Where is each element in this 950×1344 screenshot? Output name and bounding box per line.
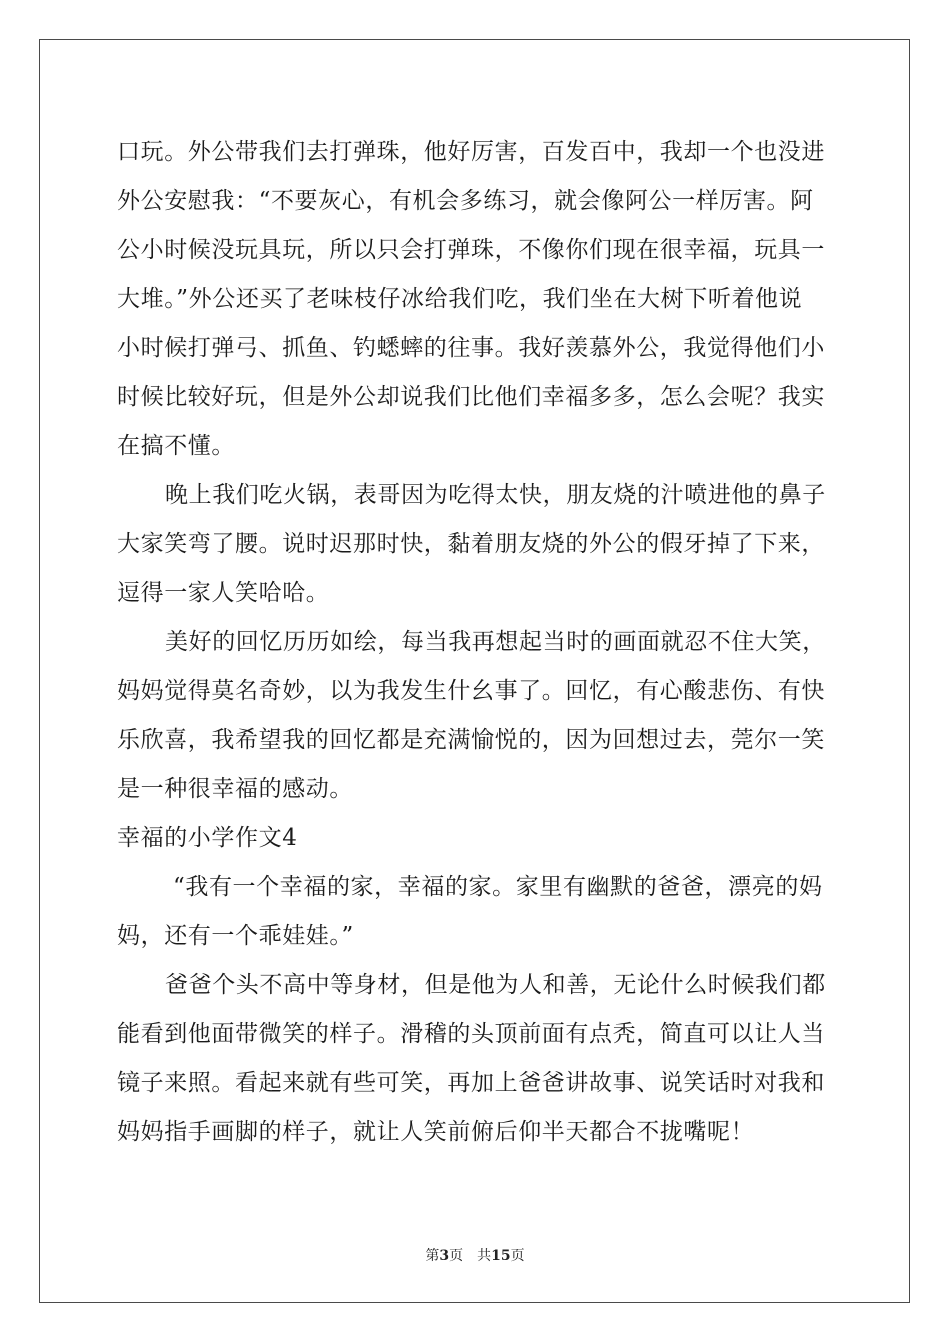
text-line: 时候比较好玩，但是外公却说我们比他们幸福多多，怎么会呢？我实: [117, 384, 825, 410]
section-heading: 幸福的小学作文4: [117, 825, 298, 851]
text-line: 口玩。外公带我们去打弹珠，他好厉害，百发百中，我却一个也没进: [117, 139, 825, 165]
text-line: 是一种很幸福的感动。: [117, 776, 353, 802]
text-line: 能看到他面带微笑的样子。滑稽的头顶前面有点秃，简直可以让人当: [117, 1021, 825, 1047]
total-prefix: 共: [477, 1248, 492, 1264]
page-prefix: 第: [425, 1248, 440, 1264]
document-body: [117, 128, 833, 1157]
paragraph-start-line: 美好的回忆历历如绘，每当我再想起当时的画面就忍不住大笑，: [165, 629, 826, 655]
text-line: 乐欣喜，我希望我的回忆都是充满愉悦的，因为回想过去，莞尔一笑: [117, 727, 825, 753]
text-line: 外公安慰我：“不要灰心，有机会多练习，就会像阿公一样厉害。阿: [117, 188, 814, 214]
page-footer: [0, 1246, 950, 1266]
paragraph-start-line: “我有一个幸福的家，幸福的家。家里有幽默的爸爸，漂亮的妈: [173, 874, 823, 900]
text-line: 妈，还有一个乖娃娃。”: [117, 923, 354, 949]
text-line: 镜子来照。看起来就有些可笑，再加上爸爸讲故事、说笑话时对我和: [117, 1070, 825, 1096]
text-line: 公小时候没玩具玩，所以只会打弹珠，不像你们现在很幸福，玩具一: [117, 237, 825, 263]
paragraph-start-line: 爸爸个头不高中等身材，但是他为人和善，无论什么时候我们都: [165, 972, 826, 998]
text-line: 小时候打弹弓、抓鱼、钓蟋蟀的往事。我好羡慕外公，我觉得他们小: [117, 335, 825, 361]
text-line: 在搞不懂。: [117, 433, 235, 459]
page-suffix: 页: [449, 1248, 464, 1264]
text-line: 逗得一家人笑哈哈。: [117, 580, 330, 606]
text-line: 大堆。”外公还买了老味枝仔冰给我们吃，我们坐在大树下听着他说: [117, 286, 803, 312]
total-suffix: 页: [510, 1248, 525, 1264]
text-line: 妈妈觉得莫名奇妙，以为我发生什幺事了。回忆，有心酸悲伤、有快: [117, 678, 825, 704]
text-line: 大家笑弯了腰。说时迟那时快，黏着朋友烧的外公的假牙掉了下来，: [117, 531, 825, 557]
text-line: 妈妈指手画脚的样子，就让人笑前俯后仰半天都合不拢嘴呢！: [117, 1119, 755, 1145]
total-pages: 15: [491, 1248, 511, 1264]
paragraph-start-line: 晚上我们吃火锅，表哥因为吃得太快，朋友烧的汁喷进他的鼻子: [165, 482, 826, 508]
page-number: 3: [439, 1248, 450, 1264]
